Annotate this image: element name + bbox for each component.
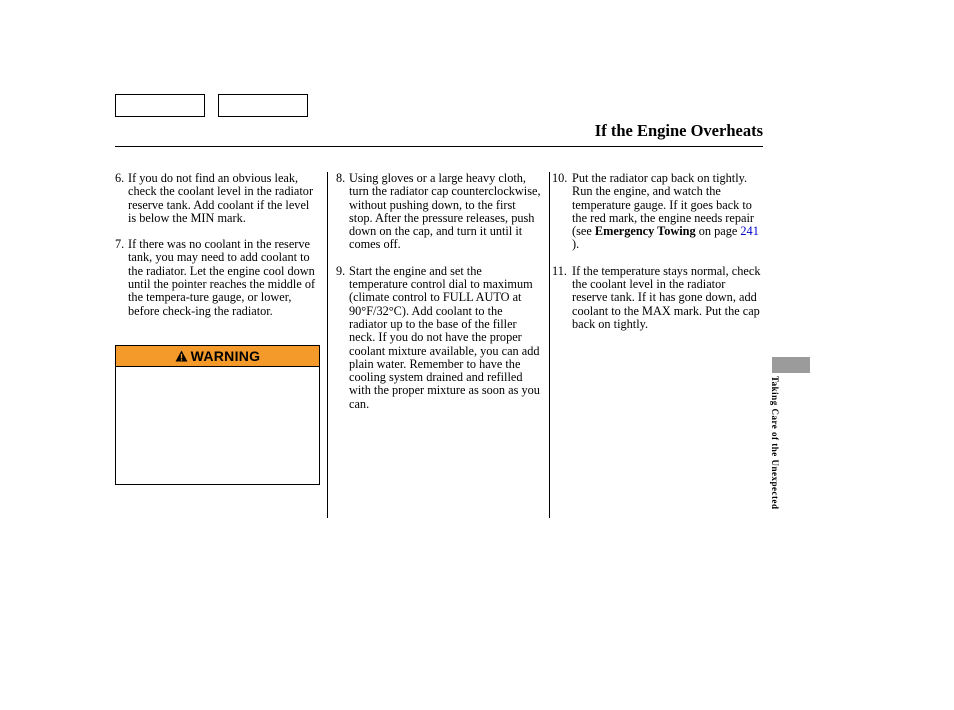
step-text: Start the engine and set the temperature control dial to maximum (climate control to FULL AUTO at 90°F/32°C). Add coolant to the radiator up to the base of the filler neck. If you do not have the proper coolant mixture available, you can add plain water. Remember to have the cooling system drained and refilled with the proper mixture as soon as you can. [349, 263, 540, 411]
step-number: 8. [336, 171, 346, 185]
step-text: If there was no coolant in the reserve tank, you may need to add coolant to the radiator. Let the engine cool down until the pointer reaches the middle of the tempera-ture gauge, or lower, before check-ing the radiator. [128, 237, 316, 318]
step-7 [115, 238, 320, 318]
step-text: Using gloves or a large heavy cloth, turn the radiator cap counterclockwise, without pushing down, to the first stop. After the pressure releases, push down on the cap, and turn it until it comes off. [349, 171, 541, 252]
step-text: If you do not find an obvious leak, check the coolant level in the radiator reserve tank. Add coolant if the level is below the MIN mark. [128, 171, 314, 225]
warning-triangle-icon [175, 350, 188, 362]
column-middle [336, 172, 541, 424]
section-tab[interactable] [772, 357, 810, 373]
nav-button-index[interactable] [218, 94, 308, 117]
step-number: 9. [336, 263, 346, 278]
step-number: 11. [552, 263, 567, 278]
step-number: 6. [115, 171, 125, 185]
warning-label: WARNING [190, 348, 261, 364]
step-number: 10. [552, 171, 568, 185]
step-10 [552, 172, 762, 252]
step-text-mid: on page [695, 224, 741, 239]
step-9 [336, 265, 541, 411]
step-6 [115, 172, 320, 225]
page-title: If the Engine Overheats [594, 121, 763, 140]
step-text: Put the radiator cap back on tightly. Run the engine, and watch the temperature gauge. If it goes back to the red mark, the engine needs repair (see [572, 171, 754, 239]
nav-button-contents[interactable] [115, 94, 205, 117]
page-241-link[interactable]: 241 [740, 224, 759, 239]
warning-header [116, 346, 319, 367]
column-divider-2 [549, 172, 550, 518]
step-11 [552, 265, 762, 331]
title-divider [115, 146, 763, 147]
warning-box [115, 345, 320, 485]
step-text-end: ). [572, 237, 580, 252]
column-left [115, 172, 320, 331]
step-number: 7. [115, 237, 125, 252]
column-divider-1 [327, 172, 328, 518]
section-label: Taking Care of the Unexpected [770, 376, 780, 510]
emergency-towing-reference: Emergency Towing [594, 224, 696, 239]
column-right [552, 172, 762, 344]
step-8 [336, 172, 541, 252]
step-text: If the temperature stays normal, check the coolant level in the radiator reserve tank. If it has gone down, add coolant to the MAX mark. Put the cap back on tightly. [572, 263, 761, 331]
